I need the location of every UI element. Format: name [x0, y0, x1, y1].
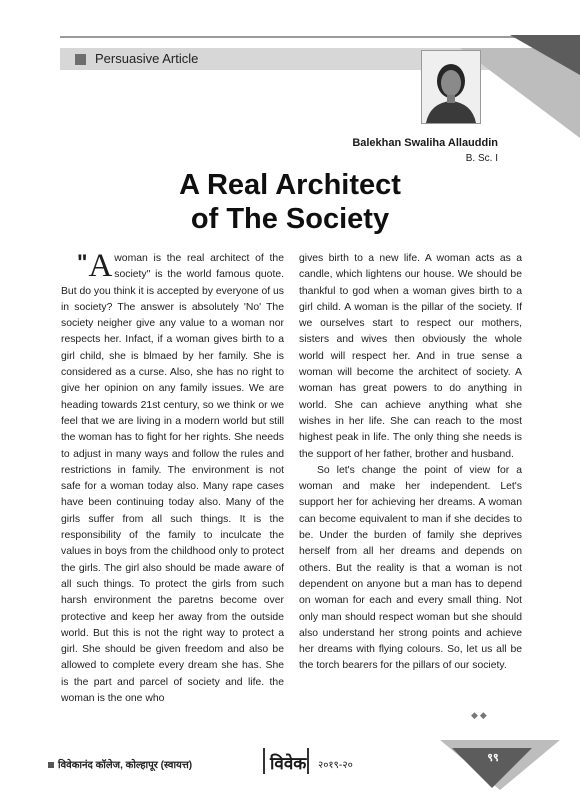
- author-photo: [421, 50, 481, 124]
- footer-divider: [263, 748, 265, 774]
- footer-square-icon: [48, 762, 54, 768]
- article-column-left: [61, 248, 284, 707]
- page-number: ९९: [487, 751, 499, 764]
- footer-year: २०१९-२०: [318, 760, 353, 771]
- footer-magazine-logo: विवेक: [270, 754, 307, 774]
- paragraph: gives birth to a new life. A woman acts as a candle, which lightens our house. We should be thankful to god when a woman gives birth to a girl child. A woman is the pillar of the society. If we ourselves start to respect our mothers, sisters and wives then obviously the whole world will respect her. And in true sense a woman will become the architect of society. A woman has great powers to do anything in world. She can achieve anything what she wishes in her life. She can reach to the most highest peak in life. The only thing she needs is the support of her father, brother and husband.: [299, 253, 522, 460]
- drop-cap: A: [88, 248, 113, 284]
- open-quote: ": [77, 250, 88, 275]
- section-label: Persuasive Article: [95, 51, 199, 66]
- footer-college-text: विवेकानंद कॉलेज, कोल्हापूर (स्वायत्त): [58, 760, 193, 771]
- article-title-line1: A Real Architect: [179, 169, 401, 201]
- author-name: Balekhan Swaliha Allauddin: [352, 137, 498, 149]
- paragraph: So let's change the point of view for a woman and make her independent. Let's support her for achieving her dreams. A woman can become equivalent to man if she decides to be. Under the burden of family she deprives herself from all her dreams and depends on others. But the reality is that a woman is not dependent on anyone but a man has to depend on woman for each and every small thing. Not only man should respect woman but she should also understand her strong points and achieve her dreams with flying colours. So, let us all be the torch bearers for the pillars of our society.: [299, 464, 522, 672]
- article-column-right: [299, 251, 522, 675]
- paragraph: [61, 248, 284, 707]
- article-title-line2: of The Society: [190, 203, 390, 235]
- footer-divider: [307, 748, 309, 774]
- footer-college: [48, 757, 192, 771]
- section-square-icon: [75, 54, 86, 65]
- header-decor-triangle-dark: [510, 35, 580, 75]
- header-rule: [60, 36, 580, 38]
- paragraph-text: woman is the real architect of the society" is the world famous quote. But do you think it is accepted by everyone of us in society? The answer is absolutely 'No' The society neigher give any value to a woman nor respects her. Infact, if a woman gives birth to a girl child, she is blmaed by her family. She is considered as a curse. Also, she has no right to give her opinion on any family issues. We are heading towards 21st century, so we think or we feel that we are living in a modern world but still the woman has to fight for her rights. She needs to adjust in many ways and follow the rules and restrictions in family. The environment is not safe for a woman today also. Many rape cases have been continuing today also. Many of the girls suffer from all such things. It is the responsibility of the family to inculcate the values in boys from the childhood only to protect the girls. The girl also should be made aware of all such things. To protect the girls from such harsh environment the paretns become over protective and keep her away from the outside world. But this is not the right way to protect a girl. She should be given freedom and also be allowed to complete every dream she has. She is the part and parcel of society and life. the woman is the one who: [61, 253, 284, 705]
- end-mark: ◆◆: [471, 710, 489, 720]
- author-class: B. Sc. I: [465, 153, 498, 164]
